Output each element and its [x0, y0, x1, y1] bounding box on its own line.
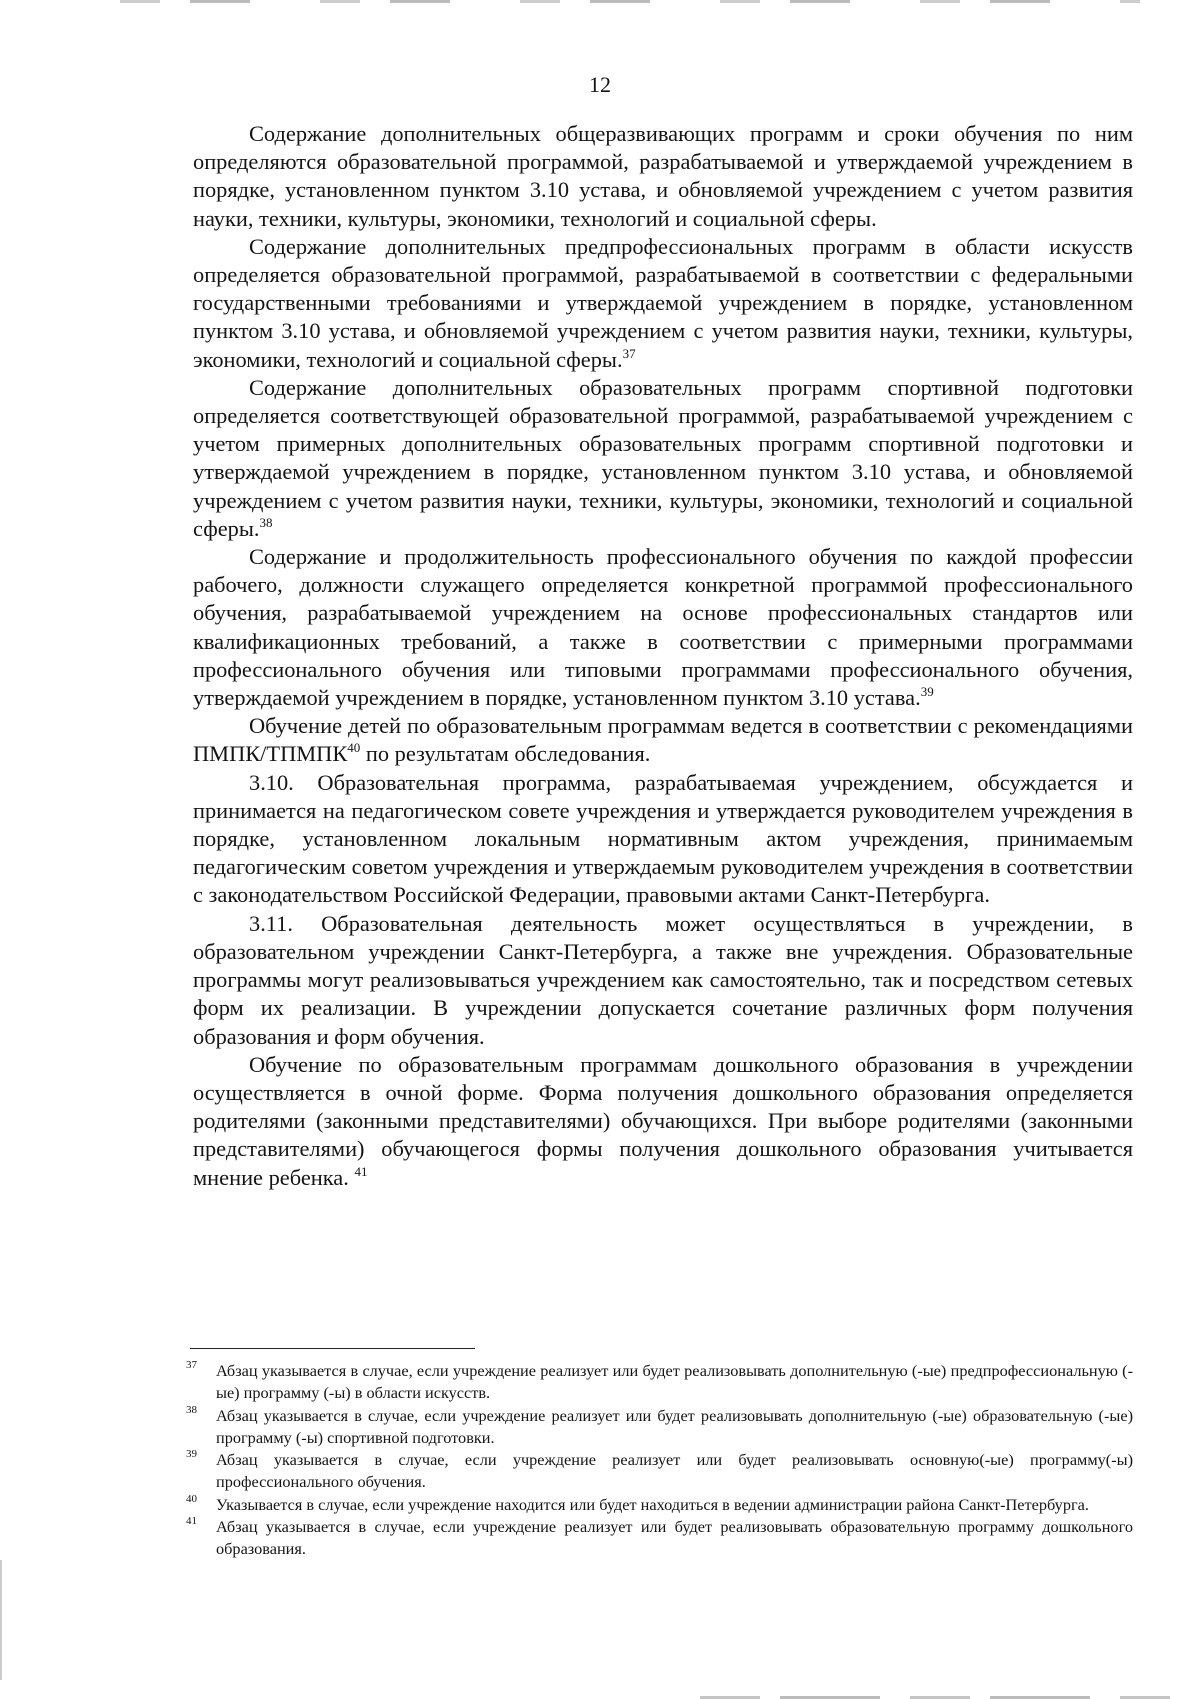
paragraph-text: Содержание и продолжительность профессионального обучения по каждой профессии рабочего, должности служащего определяется конкретной программой профессионального обучения, разрабатываемой учреждением на основе профессиональных стандартов или квалификационных требований, а также в соответствии с примерными программами профессионального обучения или типовыми программами профессионального обучения, утверждаемой учреждением в порядке, установленном пунктом 3.10 устава.	[193, 544, 1133, 711]
footnote-ref[interactable]: 39	[920, 684, 934, 700]
footnote-text: Абзац указывается в случае, если учреждение реализует или будет реализовывать дополнительную (-ые) образовательную (-ые) программу (-ы) спортивной подготовки.	[216, 1405, 1133, 1447]
paragraph-pmpk	[193, 712, 1133, 768]
footnote-ref[interactable]: 40	[347, 740, 361, 756]
footnote-text: Абзац указывается в случае, если учреждение реализует или будет реализовывать образовательную программу дошкольного образования.	[216, 1517, 1133, 1559]
paragraph-3-11	[193, 910, 1133, 1051]
footnote-number: 39	[186, 1448, 197, 1461]
footnote-number: 41	[186, 1515, 197, 1528]
footnote-ref[interactable]: 41	[354, 1163, 368, 1179]
footnotes	[186, 1360, 1133, 1561]
footnote-text: Указывается в случае, если учреждение находится или будет находиться в ведении администрации района Санкт-Петербурга.	[216, 1494, 1089, 1514]
footnote-number: 38	[186, 1403, 197, 1416]
paragraph-text: Обучение детей по образовательным программам ведется в соответствии с рекомендациями ПМПК/ТПМПК	[193, 713, 1133, 767]
footnote-number: 40	[186, 1492, 197, 1505]
paragraph-text: Содержание дополнительных предпрофессиональных программ в области искусств определяется образовательной программой, разрабатываемой в соответствии с федеральными государственными требованиями и утверждаемой учреждением в порядке, установленном пунктом 3.10 устава, и обновляемой учреждением с учетом развития науки, техники, культуры, экономики, технологий и социальной сферы.	[193, 233, 1133, 372]
footnote-ref[interactable]: 38	[259, 514, 273, 530]
footnote-ref[interactable]: 37	[622, 345, 636, 361]
footnote-41	[186, 1516, 1133, 1561]
paragraph-text: Содержание дополнительных образовательных программ спортивной подготовки определяется соответствующей образовательной программой, разрабатываемой учреждением с учетом примерных дополнительных образовательных программ спортивной подготовки и утверждаемой учреждением в порядке, установленном пунктом 3.10 устава, и обновляемой учреждением с учетом развития науки, техники, культуры, экономики, технологий и социальной сферы.	[193, 374, 1133, 541]
paragraph-general-programs	[193, 120, 1133, 233]
footnote-37	[186, 1360, 1133, 1405]
paragraph-text: 3.10. Образовательная программа, разрабатываемая учреждением, обсуждается и принимается на педагогическом совете учреждения и утверждается руководителем учреждения в порядке, установленном локальным нормативным актом учреждения, принимаемым педагогическим советом учреждения и утверждаемым руководителем учреждения в соответствии с законодательством Российской Федерации, правовыми актами Санкт-Петербурга.	[193, 769, 1133, 908]
paragraph-sports-programs	[193, 374, 1133, 543]
paragraph-arts-programs	[193, 233, 1133, 374]
scan-edge-left	[0, 1560, 2, 1680]
footnote-40	[186, 1494, 1133, 1516]
document-body	[193, 120, 1133, 1192]
footnote-text: Абзац указывается в случае, если учреждение реализует или будет реализовывать дополнительную (-ые) предпрофессиональную (-ые) программу (-ы) в области искусств.	[216, 1361, 1133, 1403]
paragraph-text: 3.11. Образовательная деятельность может осуществляться в учреждении, в образовательном учреждении Санкт-Петербурга, а также вне учреждения. Образовательные программы могут реализовываться учреждением как самостоятельно, так и посредством сетевых форм их реализации. В учреждении допускается сочетание различных форм получения образования и форм обучения.	[193, 910, 1133, 1049]
page-number: 12	[589, 72, 611, 97]
footnote-38	[186, 1405, 1133, 1450]
paragraph-text: по результатам обследования.	[360, 741, 651, 767]
scan-edge-top	[120, 0, 1140, 3]
footnote-number: 37	[186, 1359, 197, 1371]
footnote-separator	[190, 1348, 475, 1349]
paragraph-text: Содержание дополнительных общеразвивающих программ и сроки обучения по ним определяются образовательной программой, разрабатываемой и утверждаемой учреждением в порядке, установленном пунктом 3.10 устава, и обновляемой учреждением с учетом развития науки, техники, культуры, экономики, технологий и социальной сферы.	[193, 121, 1133, 231]
paragraph-3-10	[193, 769, 1133, 910]
footnote-text: Абзац указывается в случае, если учреждение реализует или будет реализовывать основную(-ые) программу(-ы) профессионального обучения.	[216, 1450, 1133, 1492]
paragraph-text: Обучение по образовательным программам дошкольного образования в учреждении осуществляется в очной форме. Форма получения дошкольного образования определяется родителями (законными представителями) обучающихся. При выборе родителями (законными представителями) обучающегося формы получения дошкольного образования учитывается мнение ребенка.	[193, 1051, 1133, 1190]
paragraph-vocational-training	[193, 543, 1133, 712]
footnote-39	[186, 1449, 1133, 1494]
paragraph-preschool	[193, 1051, 1133, 1192]
